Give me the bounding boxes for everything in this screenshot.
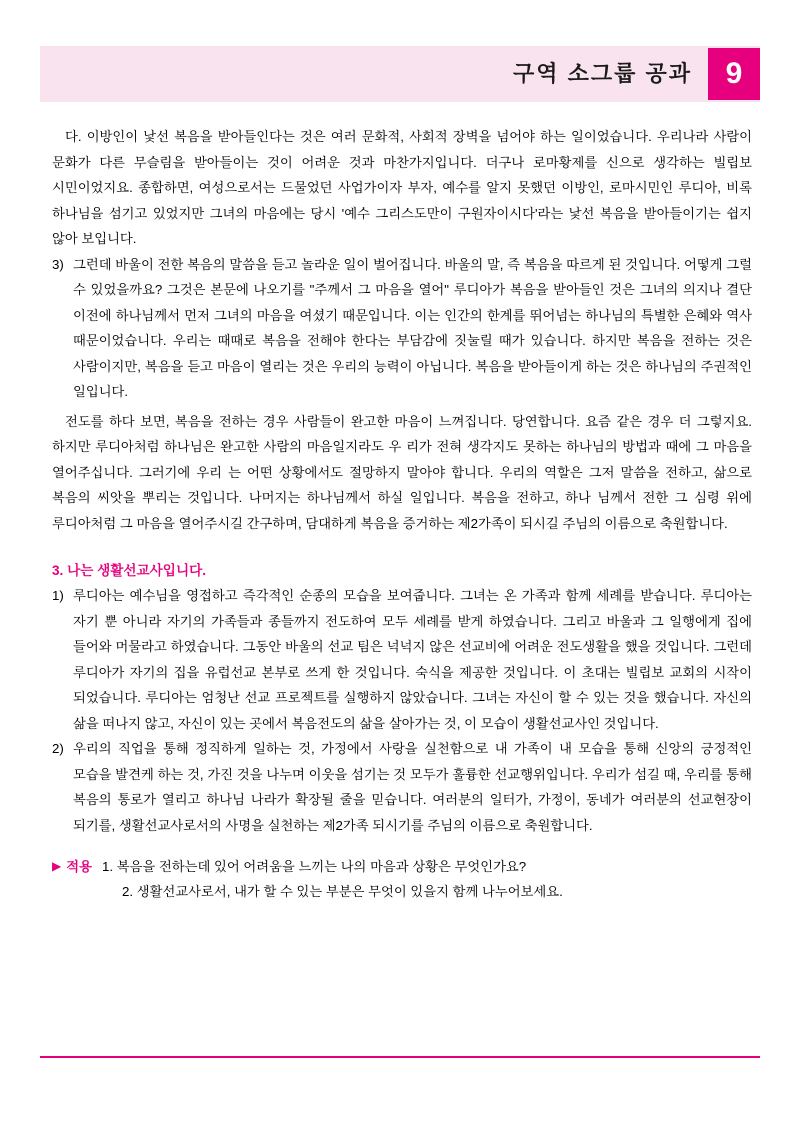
application-block bbox=[52, 854, 752, 904]
application-question-1: 1. 복음을 전하는데 있어 어려움을 느끼는 나의 마음과 상황은 무엇인가요? bbox=[101, 859, 527, 874]
list-item-3 bbox=[52, 252, 752, 405]
list-marker: 2) bbox=[52, 741, 64, 756]
list-item-text: 우리의 직업을 통해 정직하게 일하는 것, 가정에서 사랑을 실천함으로 내 가족이 내 모습을 통해 신앙의 긍정적인 모습을 발견케 하는 것, 가진 것을 나누며 이웃을 섬기는 것 모두가 훌륭한 선교행위입니다. 우리가 섬길 때, 우리를 통해 복음의 통로가 열리고 하나님 나라가 확장될 줄을 믿습니다. 여러분의 일터가, 가정이, 동네가 여러분의 선교현장이 되기를, 생활선교사로서의 사명을 실천하는 제2가족 되시기를 주님의 이름으로 축원합니다. bbox=[73, 741, 752, 833]
section-heading-3: 3. 나는 생활선교사입니다. bbox=[52, 563, 206, 578]
list-marker: 3) bbox=[52, 256, 64, 272]
list-item-text: 루디아는 예수님을 영접하고 즉각적인 순종의 모습을 보여줍니다. 그녀는 온 가족과 함께 세례를 받습니다. 루디아는 자기 뿐 아니라 자기의 가족들과 종들까지 전도하여 모두 세례를 받게 하였습니다. 그리고 바울과 그 일행에게 집에 들어와 머물라고 하였습니다. 그동안 바울의 선교 팀은 넉넉지 않은 선교비에 어려운 전도생활을 했을 것입니다. 그런데 루디아가 자기의 집을 유럽선교 본부로 쓰게 한 것입니다. 숙식을 제공한 것입니다. 이 초대는 빌립보 교회의 시작이 되었습니다. 루디아는 엄청난 선교 프로젝트를 실행하지 않았습니다. 그녀는 자신이 할 수 있는 것을 했습니다. 자신의 삶을 떠나지 않고, 자신이 있는 곳에서 복음전도의 삶을 살아가는 것, 이 모습이 생활선교사인 것입니다. bbox=[73, 588, 752, 731]
list-item-1 bbox=[52, 583, 752, 736]
list-marker: 1) bbox=[52, 588, 64, 603]
paragraph-continued: 다. 이방인이 낯선 복음을 받아들인다는 것은 여러 문화적, 사회적 장벽을 넘어야 하는 일이었습니다. 우리나라 사람이 문화가 다른 무슬림을 받아들이는 것이 어려운 것과 마찬가지입니다. 더구나 로마황제를 신으로 생각하는 빌립보 시민이었지요. 종합하면, 여성으로서는 드물었던 사업가이자 부자, 예수를 알지 못했던 이방인, 로마시민인 루디아, 비록 하나님을 섬기고 있었지만 그녀의 마음에는 당시 '예수 그리스도만이 구원자이시다'라는 낯선 복음을 받아들이기는 쉽지 않아 보입니다. bbox=[52, 129, 752, 246]
application-row bbox=[52, 854, 752, 879]
paragraph-evangelism: 전도를 하다 보면, 복음을 전하는 경우 사람들이 완고한 마음이 느껴집니다. 당연합니다. 요즘 같은 경우 더 그렇지요. 하지만 루디아처럼 하나님은 완고한 사람의 마음일지라도 우 리가 전혀 생각지도 못하는 하나님의 방법과 때에 그 마음을 열어주십니다. 그러기에 우리 는 어떤 상황에서도 절망하지 말아야 합니다. 우리의 역할은 그저 말씀을 전하고, 삶으로 복음의 씨앗을 뿌리는 것입니다. 나머지는 하나님께서 하실 일입니다. 복음을 전하고, 하나 님께서 전한 그 심령 위에 루디아처럼 그 마음을 열어주시길 간구하며, 담대하게 복음을 증거하는 제2가족이 되시길 주님의 이름으로 축원합니다. bbox=[52, 413, 752, 531]
list-item-2 bbox=[52, 736, 752, 838]
lesson-number: 9 bbox=[725, 57, 743, 90]
page-title: 구역 소그룹 공과 bbox=[513, 61, 692, 86]
document-body bbox=[52, 124, 752, 904]
application-question-2: 2. 생활선교사로서, 내가 할 수 있는 부분은 무엇이 있을지 함께 나누어보세요. bbox=[122, 884, 563, 899]
lesson-number-badge bbox=[708, 48, 760, 100]
list-item-text: 그런데 바울이 전한 복음의 말씀을 듣고 놀라운 일이 벌어집니다. 바울의 말, 즉 복음을 따르게 된 것입니다. 어떻게 그럴 수 있었을까요? 그것은 본문에 나오기를 "주께서 그 마음을 열어" 루디아가 복음을 받아들인 것은 그녀의 의지나 결단 이전에 하나님께서 먼저 그녀의 마음을 여셨기 때문입니다. 이는 인간의 한계를 뛰어넘는 하나님의 특별한 은혜와 역사 때문이었습니다. 우리는 때때로 복음을 전해야 한다는 부담감에 짓눌릴 때가 있습니다. 하지만 복음을 전하는 것은 사람이지만, 복음을 듣고 마음이 열리는 것은 우리의 능력이 아닙니다. 복음을 받아들이게 하는 것은 하나님의 주권적인 일입니다. bbox=[73, 256, 752, 399]
triangle-right-icon: ▶ bbox=[52, 859, 62, 873]
footer-divider bbox=[40, 1056, 760, 1058]
application-label: 적용 bbox=[66, 859, 92, 874]
